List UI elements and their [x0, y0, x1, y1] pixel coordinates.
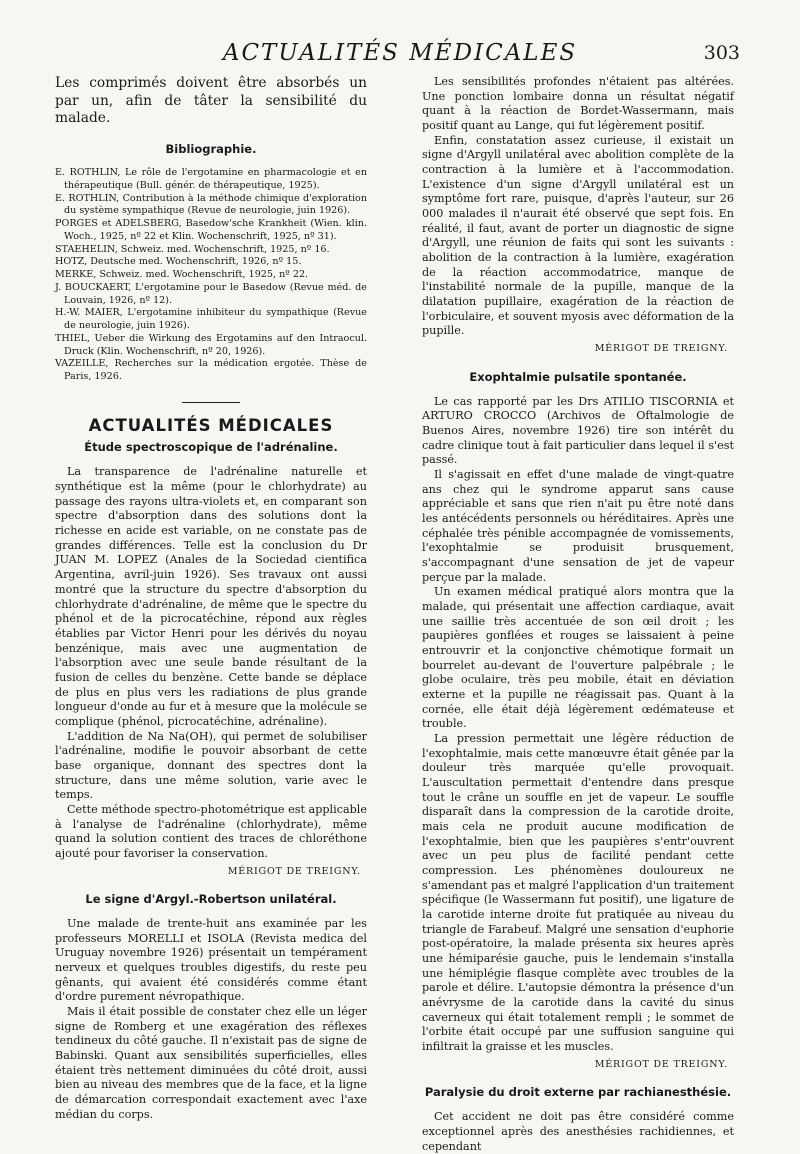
article-paragraph: Le cas rapporté par les Drs ATILIO TISCORNIA et ARTURO CROCCO (Archivos de Oftalmologie de Buenos Aires, novembre 1926) tire son intérêt du cadre clinique tout à fait particulier dans lequel il s'est passé.: [422, 394, 734, 467]
article-paragraph: La pression permettait une légère réduction de l'exophtalmie, mais cette manœuvre était gênée par la douleur très marquée qu'elle provoquait. L'auscultation permettait d'entendre dans presque tout le crâne un souffle en jet de vapeur. Le souffle disparaît dans la compression de la carotide droite, mais cela ne produit aucune modification de l'exophtalmie, bien que les paupières s'entr'ouvrent avec un peu plus de facilité pendant cette compression. Les phénomènes douloureux ne s'amendant pas et malgré l'application d'un traitement spécifique (le Wassermann fut positif), une ligature de la carotide interne droite fut pratiquée au niveau du triangle de Farabeuf. Malgré une sensation d'euphorie post-opératoire, la malade présenta six heures après une hémiparésie gauche, puis le lendemain s'installa une hémiplégie flasque complète avec troubles de la parole et délire. L'autopsie démontra la présence d'un anévrysme de la carotide dans la cavité du sinus caverneux qui était totalement rempli ; le sommet de l'orbite était occupé par une suffusion sanguine qui infiltrait la graisse et les muscles.: [422, 732, 735, 1054]
article-paragraph: Enfin, constatation assez curieuse, il existait un signe d'Argyll unilatéral avec abolition complète de la contraction à la lumière et à l'accommodation. L'existence d'un signe d'Argyll unilatéral est un symptôme fort rare, puisque, d'après l'auteur, sur 26 000 malades il n'aurait été observé que sept fois. En réalité, il faut, avant de porter un diagnostic de signe d'Argyll, une réunion de faits qui sont les suivants : abolition de la contraction à la lumière, exagération de la réaction accommodatrice, manque de l'instabilité normale de la pupille, manque de la dilatation pupillaire, exagération de la réaction de l'orbiculaire, et souvent myosis avec déformation de la pupille.: [422, 133, 734, 338]
article-paragraph: Les sensibilités profondes n'étaient pas altérées. Une ponction lombaire donna un résultat négatif quant à la réaction de Bordet-Wassermann, mais positif quant au Lange, qui fut légèrement positif.: [422, 75, 734, 133]
article-paragraph: Cette méthode spectro-photométrique est applicable à l'analyse de l'adrénaline (chlorhydrate), même quand la solution contient des traces de chloréthone ajouté pour favoriser la conservation.: [55, 802, 367, 860]
bibliography-entry: STAEHELIN, Schweiz. med. Wochenschrift, 1925, nº 16.: [55, 243, 330, 255]
bibliography-entry: PORGES et ADELSBERG, Basedow'sche Krankheit (Wien. klin. Woch., 1925, nº 22 et Klin. Wochenschrift, 1925, nº 31).: [55, 218, 367, 242]
article-paragraph: Il s'agissait en effet d'une malade de vingt-quatre ans chez qui le syndrome apparut sans cause appréciable et sans que rien n'ait pu être noté dans les antécédents personnels ou héréditaires. Après une céphalée très pénible accompagnée de vomissements, l'exophtalmie se produisit brusquement, s'accompagnant d'une sensation de jet de vapeur perçue par la malade.: [422, 467, 734, 584]
bibliography-entry: E. ROTHLIN, Contribution à la méthode chimique d'exploration du système sympathique (Revue de neurologie, juin 1926).: [55, 192, 367, 217]
article-paragraph: Un examen médical pratiqué alors montra que la malade, qui présentait une affection cardiaque, avait une saillie très accentuée de son œil droit ; les paupières gonflées et rouges se laissaient à peine entrouvrir et la conjonctive chémotique formait un bourrelet au-devant de l'ouverture palpébrale ; le globe oculaire, très peu mobile, était en déviation externe et la pupille ne réagissait pas. Quant à la cornée, elle était déjà légèrement œdémateuse et trouble.: [422, 585, 734, 731]
section-divider: [182, 402, 240, 403]
article-title-paralysie: Paralysie du droit externe par rachianesthésie.: [424, 1085, 732, 1100]
article-paragraph: La transparence de l'adrénaline naturelle et synthétique est la même (pour le chlorhydrate) au passage des rayons ultra-violets et, en comparant son spectre d'absorption dans des solutions dont la richesse en acide est variable, on ne constate pas de grandes différences. Telle est la conclusion du Dr JUAN M. LOPEZ (Anales de la Sociedad cientifica Argentina, avril-juin 1926). Ses travaux ont aussi montré que la structure du spectre d'absorption du chlorhydrate d'adrénaline, de même que le spectre du phénol et de la picrocatéchine, répond aux règles établies par Victor Henri pour les dérivés du noyau benzénique, mais avec une augmentation de l'absorption avec une seule bande résultant de la fusion de celles du benzène. Cette bande se déplace de plus en plus vers les radiations de plus grande longueur d'onde au fur et à mesure que la molécule se complique (phénol, picrocatéchine, adrénaline).: [55, 465, 367, 728]
bibliography-entry: HOTZ, Deutsche med. Wochenschrift, 1926, nº 15.: [55, 256, 302, 268]
author-signature: MÉRIGOT DE TREIGNY.: [227, 865, 361, 877]
bibliography-entry: VAZEILLE, Recherches sur la médication ergotée. Thèse de Paris, 1926.: [55, 358, 367, 383]
section-title: ACTUALITÉS MÉDICALES: [88, 415, 334, 435]
bibliography-entry: J. BOUCKAERT, L'ergotamine pour le Basedow (Revue méd. de Louvain, 1926, nº 12).: [55, 281, 367, 306]
article-paragraph: Une malade de trente-huit ans examinée par les professeurs MORELLI et ISOLA (Revista medica del Uruguay novembre 1926) présentait un tempérament nerveux et quelques troubles digestifs, du reste peu gênants, qui avaient été considérés comme étant d'ordre purement névropathique.: [55, 917, 367, 1004]
bibliography-entry: E. ROTHLIN, Le rôle de l'ergotamine en pharmacologie et en thérapeutique (Bull. génér. de thérapeutique, 1925).: [55, 167, 367, 191]
article-paragraph: L'addition de Na Na(OH), qui permet de solubiliser l'adrénaline, modifie le pouvoir absorbant de cette base organique, donnant des spectres dont la structure, dans une même solution, varie avec le temps.: [55, 729, 367, 802]
bibliography-list: [55, 167, 367, 384]
bibliography-heading: Bibliographie.: [165, 141, 257, 156]
article-paragraph: Mais il était possible de constater chez elle un léger signe de Romberg et une exagération des réflexes tendineux du côté gauche. Il n'existait pas de signe de Babinski. Quant aux sensibilités superficielles, elles étaient très nettement diminuées du côté droit, aussi bien au niveau des membres que de la face, et la ligne de démarcation correspondait exactement avec l'axe médian du corps.: [55, 1005, 367, 1121]
article-paragraph: Cet accident ne doit pas être considéré comme exceptionnel après des anesthésies rachidiennes, et cependant: [422, 1110, 734, 1153]
article-title-exophtalmie: Exophtalmie pulsatile spontanée.: [469, 369, 687, 384]
running-title: ACTUALITÉS MÉDICALES: [222, 40, 578, 66]
page-number: 303: [703, 42, 740, 64]
right-column: [422, 75, 734, 1154]
author-signature: MÉRIGOT DE TREIGNY.: [594, 1058, 728, 1070]
bibliography-entry: MERKE, Schweiz. med. Wochenschrift, 1925, nº 22.: [55, 269, 309, 281]
article-title-adrenaline: Étude spectroscopique de l'adrénaline.: [84, 440, 338, 455]
author-signature: MÉRIGOT DE TREIGNY.: [594, 343, 728, 355]
bibliography-entry: H.-W. MAIER, L'ergotamine inhibiteur du sympathique (Revue de neurologie, juin 1926).: [55, 307, 367, 332]
article-title-argyll: Le signe d'Argyl.-Robertson unilatéral.: [85, 892, 337, 907]
intro-paragraph: Les comprimés doivent être absorbés un par un, afin de tâter la sensibilité du malade.: [55, 75, 367, 127]
left-column: [55, 75, 367, 1123]
running-header: [0, 40, 800, 70]
bibliography-entry: THIEL, Ueber die Wirkung des Ergotamins auf den Intraocul. Druck (Klin. Wochenschrift, nº 20, 1926).: [55, 332, 367, 357]
